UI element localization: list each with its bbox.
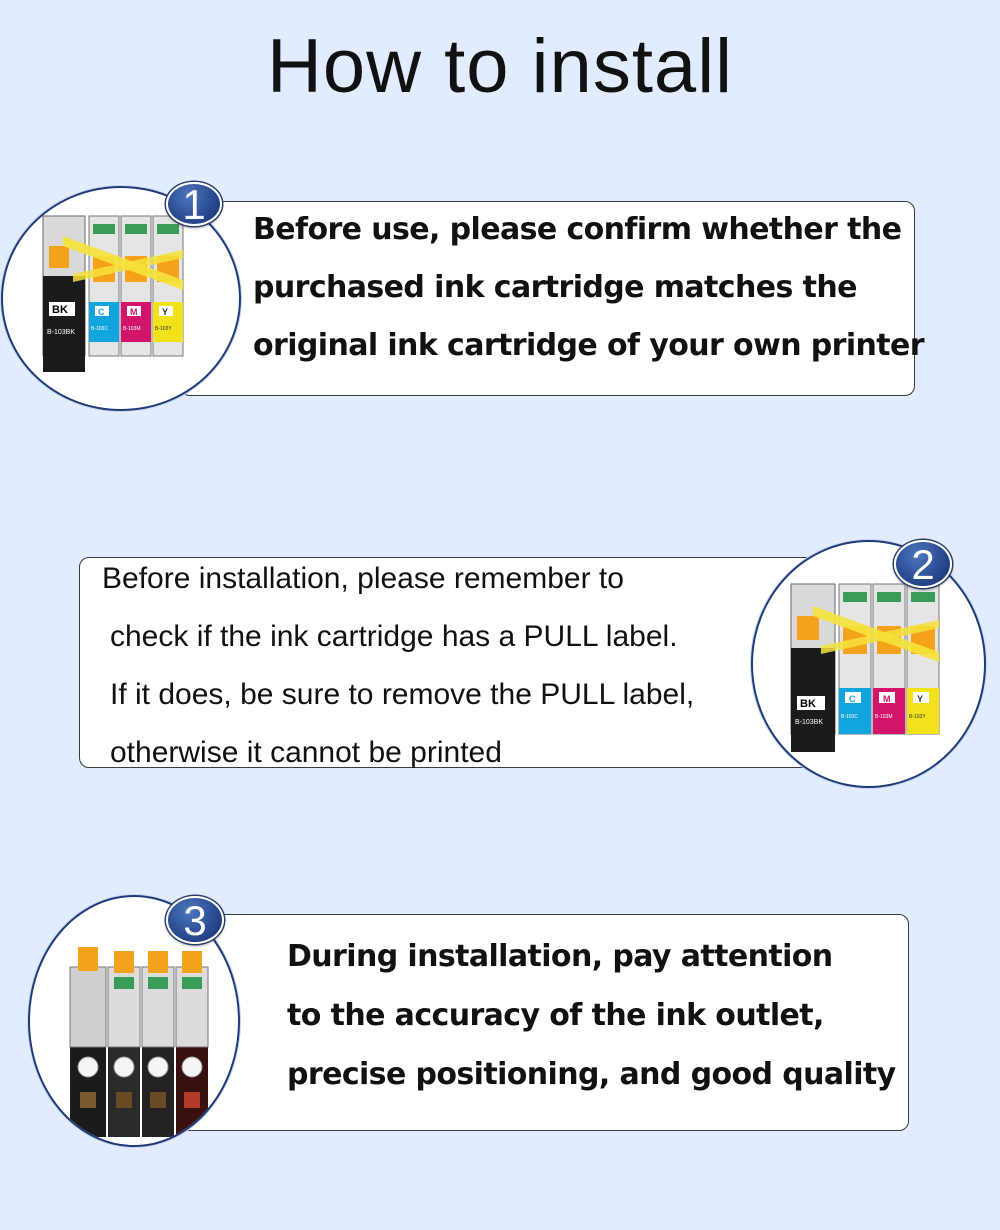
step-2-line-1: Before installation, please remember to [102, 562, 624, 595]
step-1-badge: 1 [166, 182, 222, 226]
step-3-line-2: to the accuracy of the ink outlet, [287, 998, 824, 1033]
cartridge-code-bk: B-103BK [795, 719, 824, 726]
step-1-line-2: purchased ink cartridge matches the [253, 270, 857, 305]
cartridge-label-m: M [883, 694, 891, 704]
cartridge-code-c: B-103C [91, 326, 108, 332]
step-3-badge: 3 [166, 896, 224, 944]
cartridge-label-bk: BK [800, 698, 816, 710]
ink-cartridge-set-icon [753, 542, 986, 788]
cartridge-label-y: Y [917, 694, 924, 704]
step-2-line-3: If it does, be sure to remove the PULL label, [110, 678, 695, 711]
cartridge-code-m: B-103M [123, 326, 141, 332]
cartridge-code-bk: B-103BK [47, 329, 76, 336]
cartridge-label-c: C [849, 694, 856, 704]
step-1-line-1: Before use, please confirm whether the [253, 212, 902, 247]
step-3-line-3: precise positioning, and good quality [287, 1057, 896, 1092]
page-title: How to install [267, 24, 733, 109]
step-1-card [180, 201, 924, 396]
cartridge-label-m: M [130, 307, 138, 317]
step-2-image [751, 540, 986, 788]
step-1-line-3: original ink cartridge of your own printer [253, 328, 924, 363]
step-3-line-1: During installation, pay attention [287, 939, 833, 974]
step-2-line-2: check if the ink cartridge has a PULL label. [110, 620, 678, 653]
cartridge-label-bk: BK [52, 304, 68, 316]
cartridge-code-y: B-103Y [155, 326, 172, 332]
cartridge-code-c: B-103C [841, 714, 858, 720]
cartridge-label-y: Y [162, 307, 169, 317]
step-2-card [79, 557, 839, 768]
cartridge-label-c: C [98, 307, 105, 317]
step-2-line-4: otherwise it cannot be printed [110, 736, 502, 769]
cartridge-code-m: B-103M [875, 714, 893, 720]
cartridge-code-y: B-103Y [909, 714, 926, 720]
step-3-card [180, 914, 909, 1131]
step-2-badge: 2 [894, 540, 952, 588]
